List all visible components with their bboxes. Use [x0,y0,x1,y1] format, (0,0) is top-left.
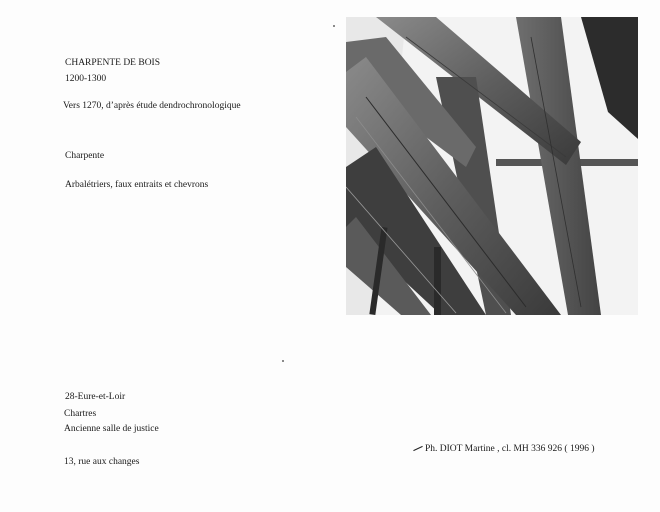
location-address: 13, rue aux changes [64,457,140,467]
location-building: Ancienne salle de justice [64,424,159,434]
record-period: 1200-1300 [65,74,107,84]
record-title: CHARPENTE DE BOIS [65,58,161,68]
timber-frame-photo [346,17,638,315]
record-detail: Arbalétriers, faux entraits et chevrons [65,180,209,190]
record-category: Charpente [65,151,105,161]
location-city: Chartres [64,409,97,419]
record-dating: Vers 1270, d’après étude dendrochronologique [63,101,241,111]
photo-credit [413,443,595,455]
location-department: 28-Eure-et-Loir [65,392,126,402]
tick-mark [413,446,422,451]
speck-mark [282,360,284,362]
speck-mark [333,25,335,27]
photo-credit-text: Ph. DIOT Martine , cl. MH 336 926 ( 1996 ) [425,444,595,454]
